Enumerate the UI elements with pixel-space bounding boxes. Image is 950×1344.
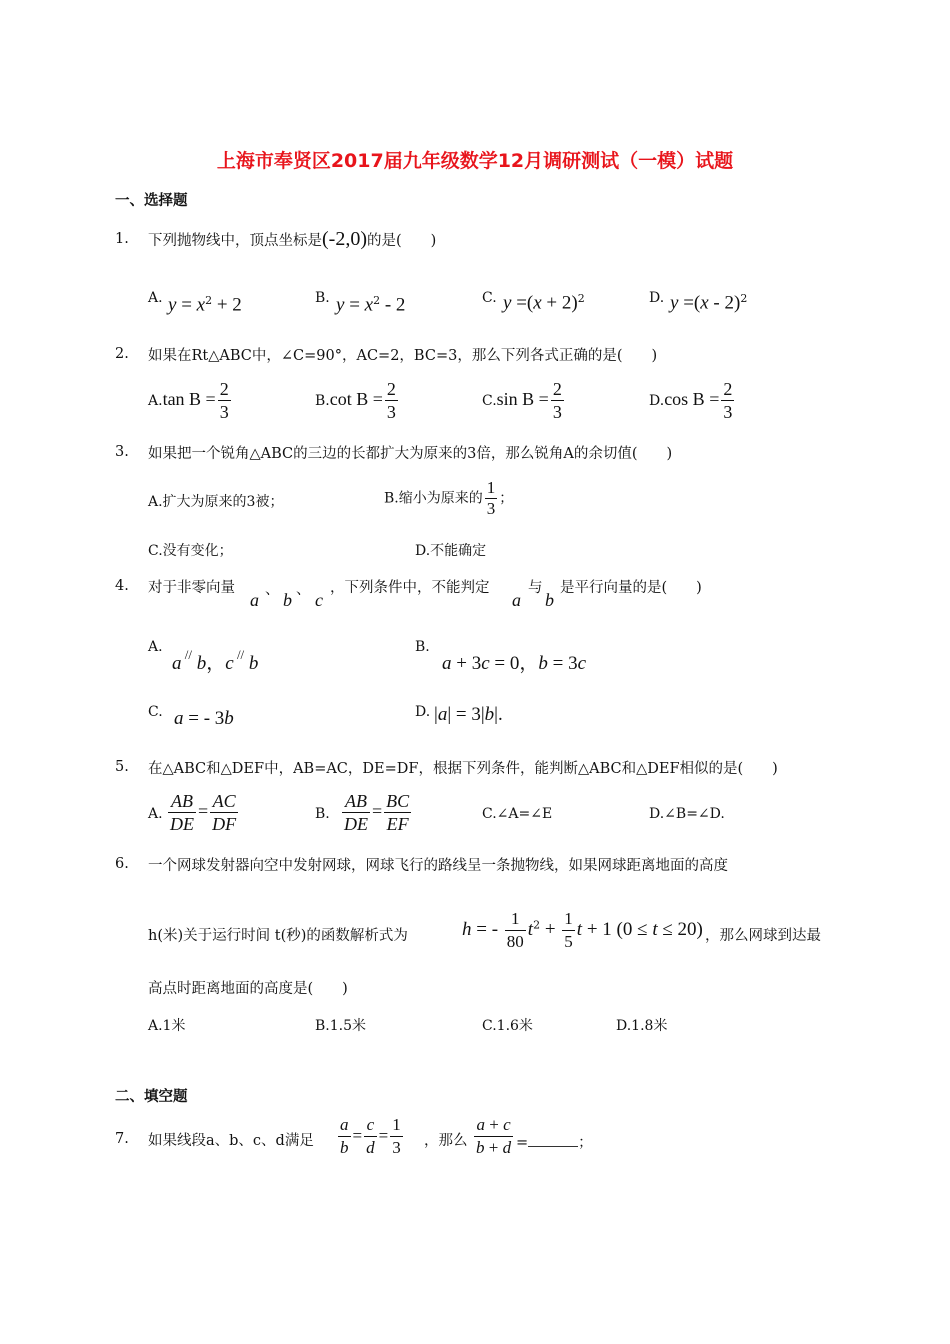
- q3-option-a: A.扩大为原来的3被；: [148, 494, 284, 510]
- q4-vector-a: a: [250, 590, 259, 610]
- q6-line3: 高点时距离地面的高度是( ): [148, 981, 348, 997]
- q4-sep-2: 、: [296, 582, 311, 598]
- q7-answer-blank[interactable]: [528, 1134, 578, 1147]
- q2-number: 2.: [115, 346, 129, 362]
- q4-stem-a: 对于非零向量: [148, 580, 235, 596]
- q7-answer: = ；: [516, 1135, 593, 1151]
- q6-number: 6.: [115, 856, 129, 872]
- q4-vector-b: b: [283, 590, 292, 610]
- q5-stem: 在△ABC和△DEF中，AB=AC，DE=DF，根据下列条件，能判断△ABC和△DEF相似的是( ): [148, 761, 778, 777]
- q1-option-d-expr: y =(x - 2)$^2$: [670, 292, 748, 314]
- q6-formula: h = - $\frac{1}{80}$ $t^2$ + $\frac{1}{5}$ t + 1 (0 ≤ t ≤ 20): [462, 909, 703, 951]
- q1-stem: [148, 228, 436, 251]
- q6-option-d: D.1.8米: [616, 1018, 668, 1034]
- q5-number: 5.: [115, 759, 129, 775]
- q4-number: 4.: [115, 578, 129, 594]
- q7-number: 7.: [115, 1131, 129, 1147]
- q4-stem-b: ，下列条件中，不能判定: [330, 580, 490, 596]
- q5-option-c: C.∠A=∠E: [482, 806, 553, 822]
- q1-point: (-2,0): [322, 228, 367, 250]
- q3-number: 3.: [115, 444, 129, 460]
- q7-equation: $\frac{a}{b}$ = $\frac{c}{d}$ = $\frac{1}{3}$: [340, 1115, 401, 1157]
- q1-option-b-expr: $y = x^2 - 2$: [336, 294, 406, 316]
- q1-option-a-expr: $y = x^2 + 2$: [168, 294, 242, 316]
- q3-option-d: D.不能确定: [415, 543, 487, 559]
- q4-option-b-expr: a + 3c = 0，b = 3c: [442, 653, 587, 674]
- q4-option-c-expr: a = - 3b: [174, 708, 234, 729]
- section-heading-fill: 二、填空题: [115, 1089, 188, 1105]
- q1-text-a: 下列抛物线中，顶点坐标是: [148, 233, 322, 249]
- q5-option-d: D.∠B=∠D.: [649, 806, 725, 822]
- q5-option-a-label: A.: [148, 806, 163, 822]
- q5-option-b-expr: $\frac{AB}{DE}$ = $\frac{BC}{EF}$: [344, 791, 410, 834]
- q4-option-a-label: A.: [148, 639, 163, 655]
- page-title: 上海市奉贤区2017届九年级数学12月调研测试（一模）试题: [216, 150, 734, 172]
- q6-line2-a: h(米)关于运行时间 t(秒)的函数解析式为: [148, 928, 408, 944]
- q1-number: 1.: [115, 231, 129, 247]
- q4-option-c-label: C.: [148, 704, 163, 720]
- q1-option-a-label: A.: [148, 290, 163, 306]
- q3-stem: 如果把一个锐角△ABC的三边的长都扩大为原来的3倍，那么锐角A的余切值( ): [148, 446, 673, 462]
- q2-option-d: D.cos B = $\frac{2}{3}$: [649, 379, 733, 422]
- q2-stem: 如果在Rt△ABC中，∠C=90°，AC=2，BC=3，那么下列各式正确的是( ): [148, 348, 658, 364]
- q2-option-a: A.tan B = $\frac{2}{3}$: [148, 379, 229, 422]
- q4-stem-d: 是平行向量的是( ): [560, 580, 702, 596]
- q4-option-a-expr: a // b，c // b: [172, 647, 259, 674]
- q4-vector-b2: b: [545, 590, 554, 610]
- q6-option-b: B.1.5米: [315, 1018, 367, 1034]
- q4-option-d-expr: |a| = 3|b|.: [434, 704, 503, 725]
- q1-option-c-label: C.: [482, 290, 497, 306]
- q4-option-b-label: B.: [415, 639, 430, 655]
- q4-vector-a2: a: [512, 590, 521, 610]
- q4-option-d-label: D.: [415, 704, 431, 720]
- q5-option-a-expr: $\frac{AB}{DE}$ = $\frac{AC}{DF}$: [170, 791, 237, 834]
- q7-expression: $\frac{a + c}{b + d}$: [476, 1115, 512, 1157]
- q1-option-b-label: B.: [315, 290, 330, 306]
- q7-text-b: ，那么: [424, 1133, 468, 1149]
- section-heading-choice: 一、选择题: [115, 193, 188, 209]
- q1-text-b: 的是( ): [366, 233, 437, 249]
- q7-text-a: 如果线段a、b、c、d满足: [148, 1133, 314, 1149]
- q4-sep-1: 、: [265, 582, 280, 598]
- q6-option-a: A.1米: [148, 1018, 186, 1034]
- q4-stem-c: 与: [528, 580, 543, 596]
- q6-line1: 一个网球发射器向空中发射网球，网球飞行的路线呈一条抛物线，如果网球距离地面的高度: [148, 858, 728, 874]
- q6-line2-b: ，那么网球到达最: [705, 928, 821, 944]
- q5-option-b-label: B.: [315, 806, 330, 822]
- q3-option-c: C.没有变化；: [148, 543, 233, 559]
- q3-option-b: B.缩小为原来的 $\frac{1}{3}$ ；: [384, 478, 514, 518]
- q1-option-d-label: D.: [649, 290, 665, 306]
- q1-option-c-expr: $y =(x + 2)^2$: [503, 292, 585, 314]
- q2-option-c: C.sin B = $\frac{2}{3}$: [482, 379, 562, 422]
- q2-option-b: B.cot B = $\frac{2}{3}$: [315, 379, 396, 422]
- q6-option-c: C.1.6米: [482, 1018, 533, 1034]
- q4-vector-c: c: [315, 590, 323, 610]
